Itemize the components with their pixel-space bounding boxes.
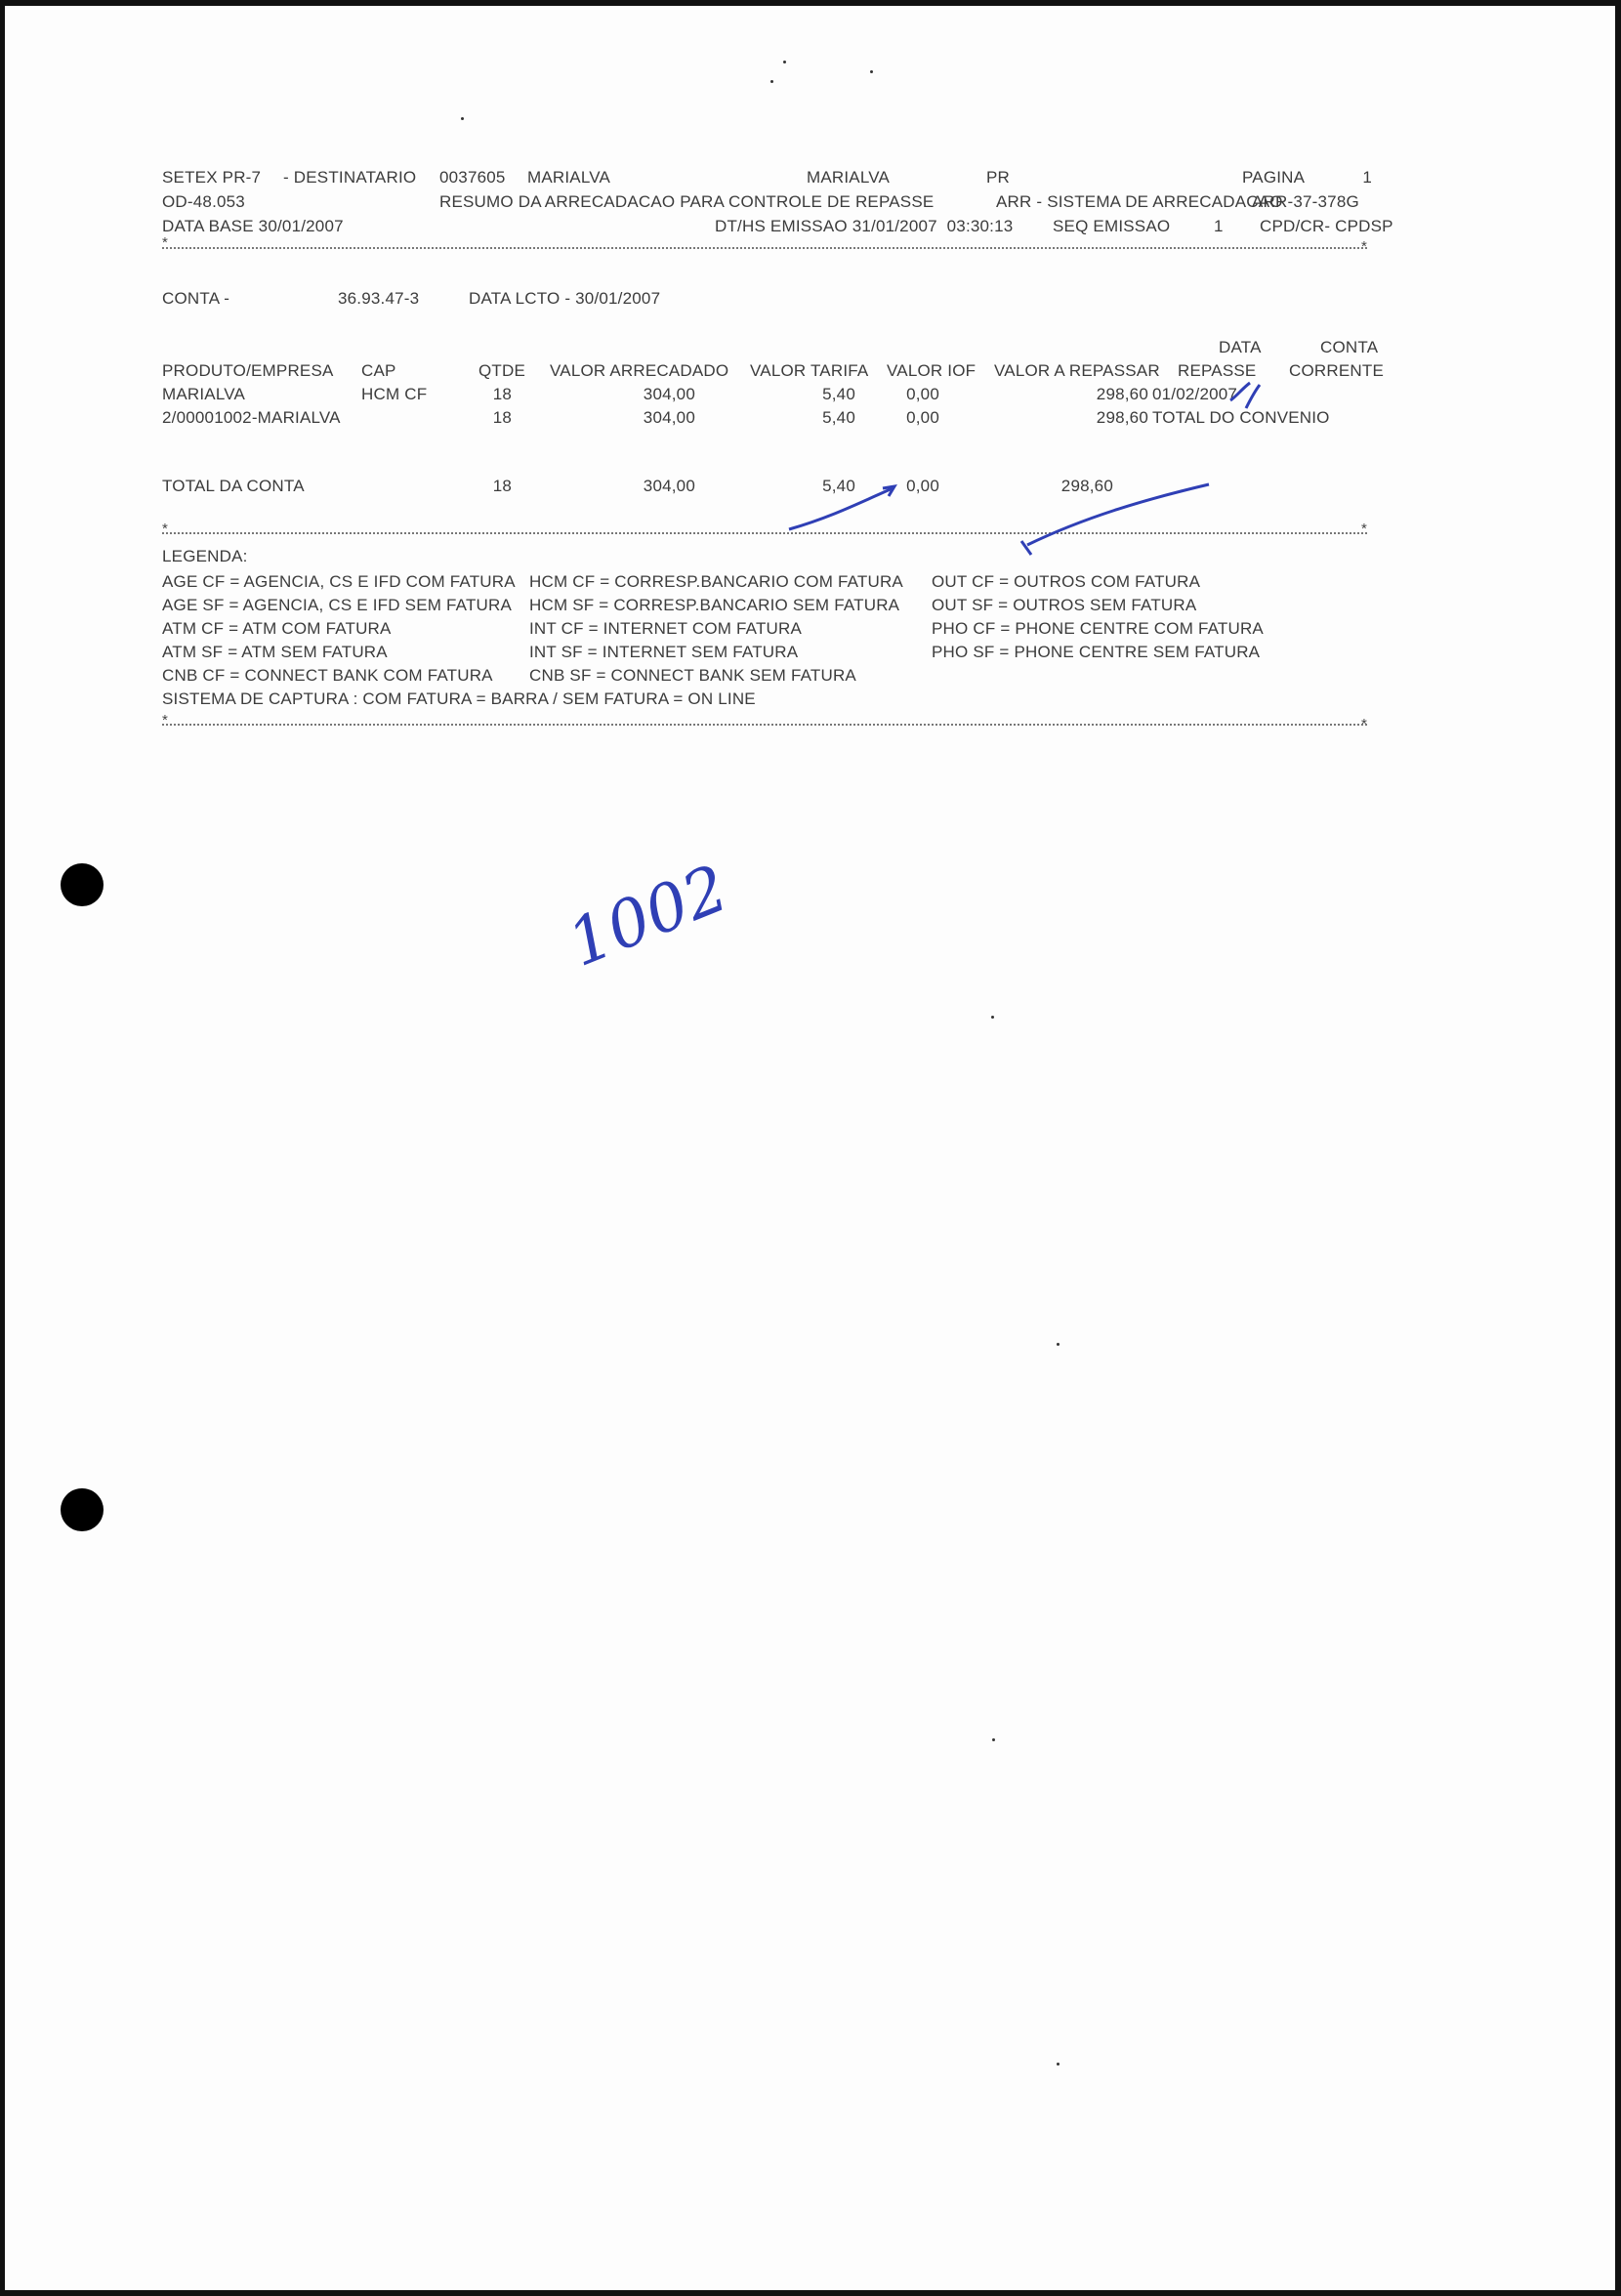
col-header-corrente: CORRENTE xyxy=(1289,361,1384,380)
separator-star: * xyxy=(162,521,168,537)
cell-repasse: 01/02/2007 xyxy=(1152,385,1238,403)
scan-speck xyxy=(1057,1343,1060,1346)
system-id: SETEX PR-7 xyxy=(162,168,262,187)
cell-valor-iof: 0,00 xyxy=(906,408,939,427)
col-header-valor-iof: VALOR IOF xyxy=(887,361,977,380)
legend-entry: ATM SF = ATM SEM FATURA xyxy=(162,643,388,661)
total-valor-repassar: 298,60 xyxy=(1060,477,1113,495)
sequence-number: 1 xyxy=(1214,217,1224,235)
city: MARIALVA xyxy=(807,168,891,187)
col-header-produto: PRODUTO/EMPRESA xyxy=(162,361,334,380)
cell-valor-tarifa: 5,40 xyxy=(822,385,855,403)
separator-star: * xyxy=(1361,521,1367,537)
cell-valor-repassar: 298,60 xyxy=(1096,408,1148,427)
col-header-data: DATA xyxy=(1219,338,1262,356)
col-header-qtde: QTDE xyxy=(478,361,526,380)
cell-qtde: 18 xyxy=(492,408,512,427)
report-title: RESUMO DA ARRECADACAO PARA CONTROLE DE REPASSE xyxy=(439,192,935,211)
destination-code: 0037605 xyxy=(439,168,506,187)
form-code: OD-48.053 xyxy=(162,192,245,211)
cpd-code: CPD/CR- CPDSP xyxy=(1260,217,1393,235)
account-label: CONTA - xyxy=(162,289,230,308)
handwritten-note: 1002 xyxy=(558,850,738,981)
legend-title: LEGENDA: xyxy=(162,547,248,565)
total-valor-tarifa: 5,40 xyxy=(822,477,855,495)
total-label: TOTAL DA CONTA xyxy=(162,477,305,495)
destination-name: MARIALVA xyxy=(527,168,611,187)
launch-date: DATA LCTO - 30/01/2007 xyxy=(469,289,661,308)
ink-stroke xyxy=(1027,484,1209,545)
cell-cap: HCM CF xyxy=(361,385,428,403)
scan-speck xyxy=(1057,2063,1060,2066)
cell-valor-tarifa: 5,40 xyxy=(822,408,855,427)
ink-stroke xyxy=(1230,383,1250,400)
col-header-valor-tarifa: VALOR TARIFA xyxy=(750,361,869,380)
destination-label: - DESTINATARIO xyxy=(283,168,417,187)
separator-star: * xyxy=(1361,716,1367,732)
cell-produto: 2/00001002-MARIALVA xyxy=(162,408,341,427)
legend-entry: OUT SF = OUTROS SEM FATURA xyxy=(932,596,1197,614)
cell-valor-arrecadado: 304,00 xyxy=(643,385,695,403)
total-valor-arrecadado: 304,00 xyxy=(643,477,695,495)
legend-entry: AGE CF = AGENCIA, CS E IFD COM FATURA xyxy=(162,572,516,591)
system-name: ARR - SISTEMA DE ARRECADACAO xyxy=(996,192,1283,211)
legend-entry: PHO SF = PHONE CENTRE SEM FATURA xyxy=(932,643,1261,661)
page-label: PAGINA xyxy=(1242,168,1306,187)
legend-entry: INT SF = INTERNET SEM FATURA xyxy=(529,643,799,661)
base-date: DATA BASE 30/01/2007 xyxy=(162,217,344,235)
state: PR xyxy=(986,168,1011,187)
legend-entry: HCM SF = CORRESP.BANCARIO SEM FATURA xyxy=(529,596,900,614)
scan-speck xyxy=(992,1738,995,1741)
legend-entry: CNB CF = CONNECT BANK COM FATURA xyxy=(162,666,493,685)
total-valor-iof: 0,00 xyxy=(906,477,939,495)
cell-produto: MARIALVA xyxy=(162,385,246,403)
separator-star: * xyxy=(1361,238,1367,255)
cell-valor-repassar: 298,60 xyxy=(1096,385,1148,403)
sequence-label: SEQ EMISSAO xyxy=(1053,217,1171,235)
capture-system-note: SISTEMA DE CAPTURA : COM FATURA = BARRA / SEM FATURA = ON LINE xyxy=(162,689,756,708)
cell-qtde: 18 xyxy=(492,385,512,403)
scan-speck xyxy=(461,117,464,120)
emission-datetime: DT/HS EMISSAO 31/01/2007 03:30:13 xyxy=(715,217,1014,235)
col-header-repasse: REPASSE xyxy=(1178,361,1257,380)
legend-entry: CNB SF = CONNECT BANK SEM FATURA xyxy=(529,666,856,685)
col-header-cap: CAP xyxy=(361,361,396,380)
col-header-conta: CONTA xyxy=(1320,338,1379,356)
scan-speck xyxy=(770,80,773,83)
scan-speck xyxy=(870,70,873,73)
ink-stroke xyxy=(1246,385,1260,408)
col-header-valor-arrecadado: VALOR ARRECADADO xyxy=(550,361,729,380)
legend-entry: INT CF = INTERNET COM FATURA xyxy=(529,619,803,638)
cell-repasse: TOTAL DO CONVENIO xyxy=(1152,408,1330,427)
separator-star: * xyxy=(162,712,168,729)
report-code: ARR-37-378G xyxy=(1252,192,1359,211)
separator-star: * xyxy=(162,234,168,251)
account-number: 36.93.47-3 xyxy=(338,289,420,308)
punch-hole xyxy=(61,1488,104,1531)
legend-entry: OUT CF = OUTROS COM FATURA xyxy=(932,572,1201,591)
col-header-valor-repassar: VALOR A REPASSAR xyxy=(994,361,1160,380)
cell-valor-arrecadado: 304,00 xyxy=(643,408,695,427)
legend-entry: PHO CF = PHONE CENTRE COM FATURA xyxy=(932,619,1264,638)
scan-speck xyxy=(783,61,786,63)
punch-hole xyxy=(61,863,104,906)
scan-speck xyxy=(991,1016,994,1019)
legend-entry: HCM CF = CORRESP.BANCARIO COM FATURA xyxy=(529,572,903,591)
legend-entry: AGE SF = AGENCIA, CS E IFD SEM FATURA xyxy=(162,596,513,614)
legend-entry: ATM CF = ATM COM FATURA xyxy=(162,619,392,638)
page-number: 1 xyxy=(1362,168,1372,187)
ink-stroke xyxy=(789,488,893,529)
total-qtde: 18 xyxy=(492,477,512,495)
cell-valor-iof: 0,00 xyxy=(906,385,939,403)
